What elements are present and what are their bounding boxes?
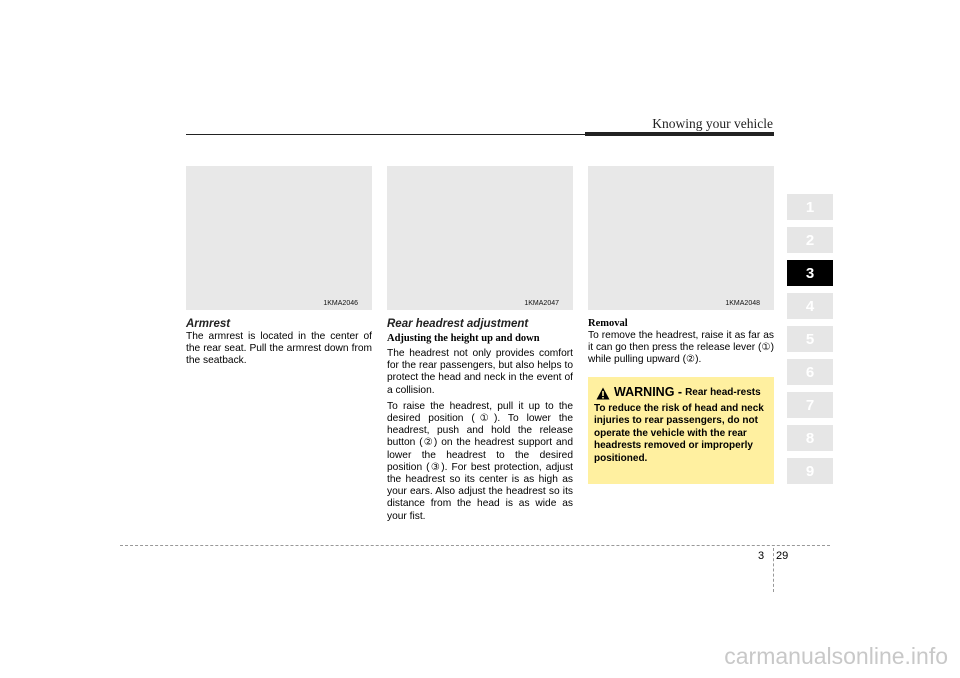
- warning-header: [594, 385, 768, 400]
- chapter-tab-2[interactable]: 2: [787, 227, 833, 253]
- headrest-figure: [387, 166, 573, 310]
- page-number-divider: [773, 548, 774, 592]
- section-header-title: Knowing your vehicle: [652, 116, 773, 131]
- warning-text: To reduce the risk of head and neck injuries to rear passengers, do not operate the vehicle with the rear headrests removed or improperly positioned.: [594, 402, 764, 464]
- removal-heading: Removal: [588, 318, 628, 329]
- warning-box: [588, 377, 774, 484]
- figure-code: 1KMA2047: [524, 300, 559, 307]
- chapter-tab-4[interactable]: 4: [787, 293, 833, 319]
- chapter-tab-8[interactable]: 8: [787, 425, 833, 451]
- chapter-tab-1[interactable]: 1: [787, 194, 833, 220]
- chapter-tab-7[interactable]: 7: [787, 392, 833, 418]
- headrest-paragraph-2: To raise the headrest, pull it up to the desired position (①). To lower the headrest, push and hold the release button (②) on the headrest support and lower the headrest to the desired position (③). For best protection, adjust the headrest so its center is as high as your ears. Also adjust the headrest so its distance from the head is as wide as your fist.: [387, 400, 573, 522]
- headrest-paragraph-1: The headrest not only provides comfort for the rear passengers, but also helps to protect the head and neck in the event of a collision.: [387, 348, 573, 396]
- removal-column: [588, 166, 774, 484]
- figure-code: 1KMA2046: [323, 300, 358, 307]
- armrest-heading: Armrest: [186, 318, 231, 330]
- armrest-paragraph: The armrest is located in the center of the rear seat. Pull the armrest down from the seatback.: [186, 331, 372, 367]
- warning-triangle-icon: [596, 387, 610, 400]
- armrest-column: [186, 166, 372, 368]
- page-chapter-number: 3: [758, 550, 765, 562]
- warning-label: WARNING -: [614, 384, 683, 399]
- footer-rule: [120, 545, 830, 546]
- watermark: carmanualsonline.info: [724, 643, 948, 669]
- header-accent-bar: [585, 132, 774, 136]
- chapter-tab-3[interactable]: 3: [787, 260, 833, 286]
- headrest-heading: Rear headrest adjustment: [387, 318, 529, 330]
- chapter-tab-9[interactable]: 9: [787, 458, 833, 484]
- chapter-tabs: [787, 194, 833, 491]
- headrest-column: [387, 166, 573, 523]
- armrest-figure: [186, 166, 372, 310]
- removal-figure: [588, 166, 774, 310]
- warning-topic: Rear head-rests: [685, 386, 761, 398]
- removal-paragraph: To remove the headrest, raise it as far as it can go then press the release lever (①) while pulling upward (②).: [588, 330, 774, 366]
- chapter-tab-6[interactable]: 6: [787, 359, 833, 385]
- figure-code: 1KMA2048: [725, 300, 760, 307]
- page-number: 29: [776, 550, 789, 562]
- headrest-subheading: Adjusting the height up and down: [387, 333, 540, 344]
- chapter-tab-5[interactable]: 5: [787, 326, 833, 352]
